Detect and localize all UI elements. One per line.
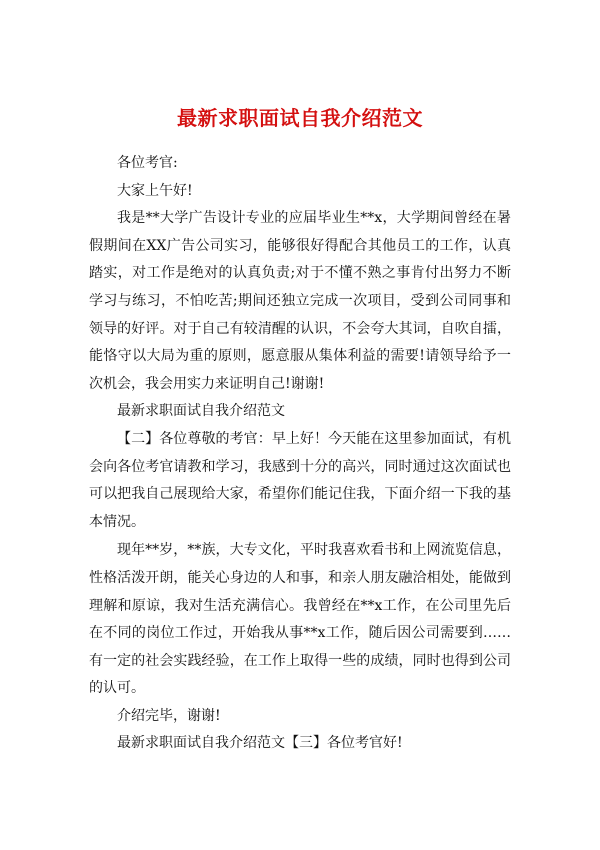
paragraph-salutation: 各位考官:: [117, 155, 178, 171]
paragraph-subheading: 最新求职面试自我介绍范文: [117, 403, 285, 420]
paragraph-intro-one: 我是**大学广告设计专业的应届毕业生**x，大学期间曾经在暑假期间在XX广告公司实习，能够很好得配合其他员工的工作，认真踏实，对工作是绝对的认真负责;对于不懂不熟之事肯付出努力不断学习与练习，不怕吃苦;期间还独立完成一次项目，受到公司同事和领导的好评。对于自己有较清醒的认识，不会夸大其词，自吹自擂，能恪守以大局为重的原则，愿意服从集体利益的需要!请领导给予一次机会，我会用实力来证明自己!谢谢!: [89, 210, 511, 392]
paragraph-personal-info: 现年**岁，**族，大专文化，平时我喜欢看书和上网流览信息，性格活泼开朗，能关心身边的人和事，和亲人朋友融洽相处，能做到理解和原谅，我对生活充满信心。我曾经在**x工作，在公司里先后在不同的岗位工作过，开始我从事**x工作，随后因公司需要到……有一定的社会实践经验，在工作上取得一些的成绩，同时也得到公司的认可。: [89, 542, 511, 697]
paragraph-closing: 介绍完毕，谢谢!: [117, 707, 221, 724]
paragraph-greeting: 大家上午好!: [117, 182, 193, 199]
paragraph-next-heading: 最新求职面试自我介绍范文【三】各位考官好!: [117, 735, 403, 752]
paragraph-intro-two: 【二】各位尊敬的考官：早上好！今天能在这里参加面试，有机会向各位考官请教和学习，我感到十分的高兴，同时通过这次面试也可以把我自己展现给大家，希望你们能记住我，下面介绍一下我的基本情况。: [89, 430, 511, 530]
document-title: 最新求职面试自我介绍范文: [177, 106, 423, 130]
document-body: [89, 150, 511, 758]
